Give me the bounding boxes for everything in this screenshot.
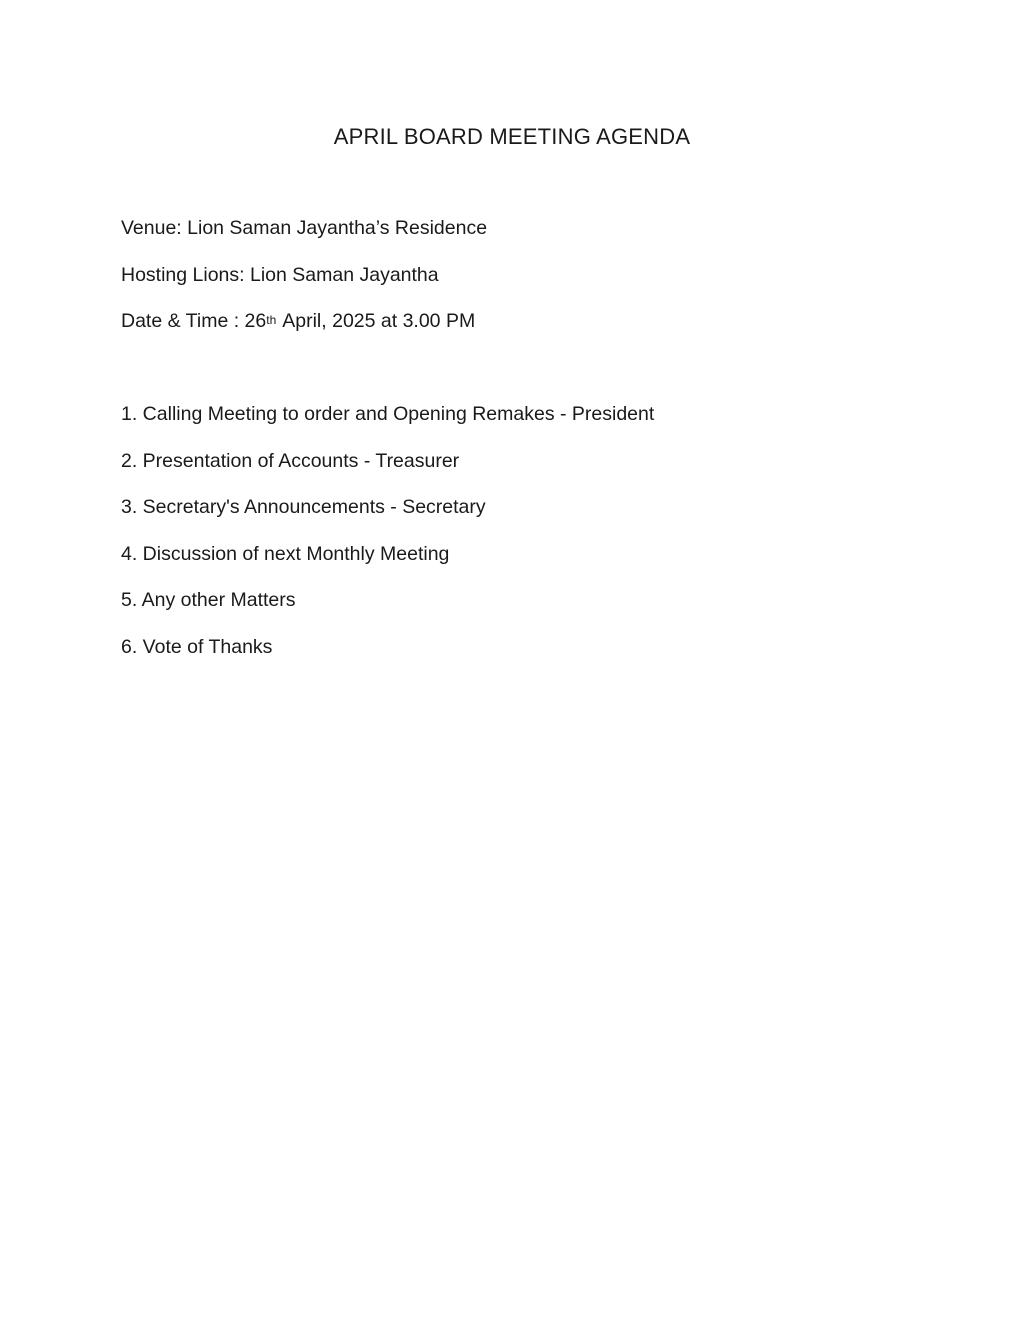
agenda-item: 1. Calling Meeting to order and Opening Remakes - President: [121, 403, 655, 425]
datetime-prefix: Date & Time : 26: [121, 310, 267, 332]
hosting-line: Hosting Lions: Lion Saman Jayantha: [121, 264, 439, 286]
venue-line: Venue: Lion Saman Jayantha’s Residence: [121, 217, 488, 239]
agenda-item: 2. Presentation of Accounts - Treasurer: [121, 450, 460, 472]
agenda-item: 3. Secretary's Announcements - Secretary: [121, 496, 486, 518]
agenda-item: 4. Discussion of next Monthly Meeting: [121, 543, 450, 565]
datetime-ordinal-suffix: th: [266, 313, 277, 327]
datetime-line: [121, 310, 475, 333]
agenda-item: 6. Vote of Thanks: [121, 636, 273, 658]
agenda-item: 5. Any other Matters: [121, 589, 296, 611]
page-title: APRIL BOARD MEETING AGENDA: [333, 124, 691, 149]
datetime-suffix: April, 2025 at 3.00 PM: [282, 310, 476, 332]
